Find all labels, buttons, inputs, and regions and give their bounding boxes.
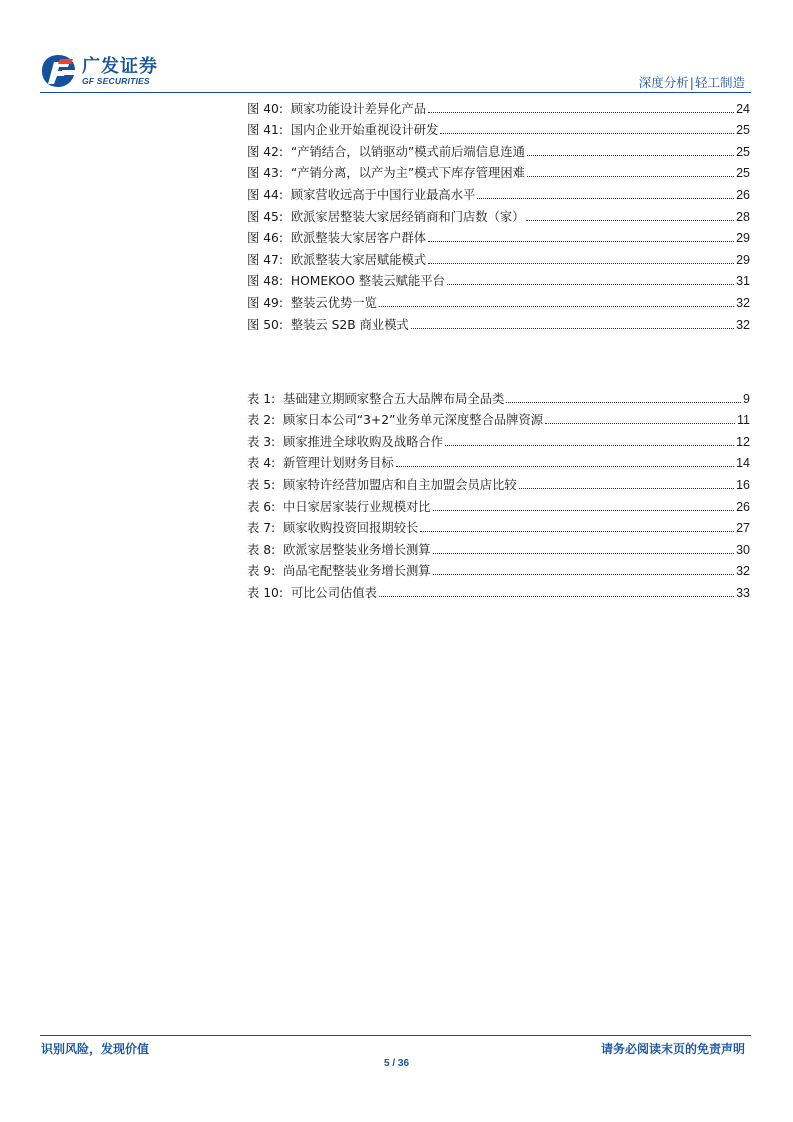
table-entry-label: 表 9: <box>247 564 276 579</box>
figure-entry-label: 图 47: <box>247 252 283 267</box>
table-entry-title: 顾家特许经营加盟店和自主加盟会员店比较 <box>283 477 517 492</box>
spacer <box>275 392 283 406</box>
spacer <box>275 456 283 470</box>
dot-leader <box>433 574 735 575</box>
header-separator: | <box>689 75 694 90</box>
figure-entry-text <box>247 122 438 138</box>
table-entry[interactable] <box>247 515 750 537</box>
dot-leader <box>428 241 734 242</box>
spacer <box>283 586 291 600</box>
figure-entry-label: 图 50: <box>247 317 283 332</box>
figure-entry-title: 欧派整装大家居客户群体 <box>290 231 427 246</box>
table-entry-title: 顾家推进全球收购及战略合作 <box>283 434 443 449</box>
table-entry-label: 表 10: <box>247 585 283 600</box>
table-entry-title: 尚品宅配整装业务增长测算 <box>283 564 431 579</box>
dot-leader <box>428 263 734 264</box>
table-entry-text <box>247 391 504 407</box>
dot-leader <box>519 488 734 489</box>
table-entry[interactable] <box>247 536 750 558</box>
dot-leader <box>527 155 734 156</box>
figure-entry-text <box>247 252 426 268</box>
figure-entry-page: 25 <box>736 144 750 159</box>
figure-entry[interactable] <box>247 160 750 182</box>
spacer <box>283 274 291 288</box>
table-list <box>247 385 750 601</box>
table-entry-title: 新管理计划财务目标 <box>283 456 394 471</box>
figure-entry-title: 顾家功能设计差异化产品 <box>290 101 427 116</box>
dot-leader <box>447 284 734 285</box>
company-logo <box>40 51 180 91</box>
table-entry[interactable] <box>247 579 750 601</box>
spacer <box>275 521 283 535</box>
table-entry-text <box>247 563 431 579</box>
figure-entry[interactable] <box>247 311 750 333</box>
spacer <box>283 231 291 245</box>
spacer <box>275 543 283 557</box>
figure-entry-label: 图 45: <box>247 209 283 224</box>
figure-entry-text <box>247 101 426 117</box>
figure-entry-page: 26 <box>736 187 750 202</box>
figure-entry[interactable] <box>247 289 750 311</box>
figure-entry[interactable] <box>247 225 750 247</box>
table-entry-page: 9 <box>743 391 750 406</box>
table-entry[interactable] <box>247 558 750 580</box>
dot-leader <box>428 112 734 113</box>
figure-entry-title: 顾家营收远高于中国行业最高水平 <box>290 187 476 202</box>
figure-entry[interactable] <box>247 268 750 290</box>
table-entry-page: 33 <box>736 585 750 600</box>
table-entry-label: 表 8: <box>247 542 276 557</box>
spacer <box>283 253 291 267</box>
figure-entry[interactable] <box>247 117 750 139</box>
table-entry-title: 基础建立期顾家整合五大品牌布局全品类 <box>283 391 505 406</box>
dot-leader <box>477 198 734 199</box>
footer-slogan: 识别风险，发现价值 <box>41 1042 150 1056</box>
figure-list <box>247 95 750 333</box>
figure-entry-label: 图 46: <box>247 231 283 246</box>
figure-entry-page: 32 <box>736 317 750 332</box>
figure-entry-title: 整装云 S2B 商业模式 <box>290 317 409 332</box>
spacer <box>283 166 291 180</box>
figure-entry-page: 28 <box>736 209 750 224</box>
figure-entry-page: 32 <box>736 295 750 310</box>
table-entry-page: 12 <box>736 434 750 449</box>
dot-leader <box>440 133 734 134</box>
table-entry-label: 表 6: <box>247 499 276 514</box>
figure-entry[interactable] <box>247 138 750 160</box>
figure-entry-text <box>247 317 409 333</box>
table-entry-label: 表 4: <box>247 456 276 471</box>
figure-entry-page: 25 <box>736 166 750 181</box>
table-entry-text <box>247 455 394 471</box>
dot-leader <box>379 596 734 597</box>
figure-entry-title: HOMEKOO 整装云赋能平台 <box>290 274 445 289</box>
figure-entry-text <box>247 209 524 225</box>
figure-entry-title: “产销结合，以销驱动”模式前后端信息连通 <box>290 144 525 159</box>
industry-label: 轻工制造 <box>694 75 745 90</box>
table-entry-title: 顾家日本公司“3+2”业务单元深度整合品牌资源 <box>283 413 544 428</box>
table-entry-title: 顾家收购投资回报期较长 <box>283 521 419 536</box>
table-entry[interactable] <box>247 407 750 429</box>
table-entry-page: 14 <box>736 456 750 471</box>
figure-entry-title: 欧派整装大家居赋能模式 <box>290 252 427 267</box>
figure-entry-title: 欧派家居整装大家居经销商和门店数（家） <box>290 209 525 224</box>
figure-entry-page: 25 <box>736 123 750 138</box>
table-entry-text <box>247 434 443 450</box>
table-entry[interactable] <box>247 471 750 493</box>
spacer <box>275 500 283 514</box>
gf-logo-icon <box>40 53 77 89</box>
figure-entry-label: 图 40: <box>247 101 283 116</box>
figure-entry[interactable] <box>247 203 750 225</box>
dot-leader <box>433 553 735 554</box>
table-entry-text <box>247 412 543 428</box>
dot-leader <box>445 445 734 446</box>
table-entry[interactable] <box>247 428 750 450</box>
dot-leader <box>411 328 734 329</box>
spacer <box>275 435 283 449</box>
figure-entry-text <box>247 187 475 203</box>
header-category <box>639 73 745 91</box>
table-entry-page: 26 <box>736 499 750 514</box>
table-entry-page: 32 <box>736 564 750 579</box>
spacer <box>275 413 283 427</box>
figure-entry-page: 24 <box>736 101 750 116</box>
figure-entry-text <box>247 165 525 181</box>
figure-entry[interactable] <box>247 246 750 268</box>
report-type: 深度分析 <box>638 75 689 90</box>
figure-entry-label: 图 42: <box>247 144 283 159</box>
spacer <box>283 210 291 224</box>
figure-entry-page: 29 <box>736 231 750 246</box>
spacer <box>283 296 291 310</box>
table-entry-label: 表 3: <box>247 434 276 449</box>
table-entry-title: 可比公司估值表 <box>290 585 377 600</box>
spacer <box>283 102 291 116</box>
header-divider <box>40 92 751 93</box>
table-entry-label: 表 1: <box>247 391 276 406</box>
spacer <box>283 123 291 137</box>
dot-leader <box>526 220 734 221</box>
page-number: 5 / 36 <box>383 1058 410 1069</box>
table-entry[interactable] <box>247 493 750 515</box>
logo-english-text: GF SECURITIES <box>82 76 150 86</box>
table-entry-text <box>247 499 431 515</box>
figure-entry-label: 图 49: <box>247 295 283 310</box>
footer-divider <box>40 1035 751 1036</box>
dot-leader <box>545 423 735 424</box>
spacer <box>275 564 283 578</box>
table-entry-label: 表 7: <box>247 521 276 536</box>
figure-entry-label: 图 41: <box>247 123 283 138</box>
figure-entry-text <box>247 144 525 160</box>
table-entry-text <box>247 542 431 558</box>
figure-entry[interactable] <box>247 95 750 117</box>
table-entry-label: 表 5: <box>247 477 276 492</box>
spacer <box>283 188 291 202</box>
figure-entry-title: 整装云优势一览 <box>290 295 377 310</box>
table-entry-page: 16 <box>736 477 750 492</box>
dot-leader <box>379 306 734 307</box>
table-entry[interactable] <box>247 385 750 407</box>
figure-entry-text <box>247 295 377 311</box>
figure-entry-label: 图 43: <box>247 166 283 181</box>
footer-disclaimer-note: 请务必阅读末页的免责声明 <box>600 1042 745 1056</box>
spacer <box>283 145 291 159</box>
dot-leader <box>506 402 741 403</box>
table-entry-label: 表 2: <box>247 413 276 428</box>
spacer <box>283 318 291 332</box>
figure-entry-label: 图 44: <box>247 187 283 202</box>
dot-leader <box>527 176 734 177</box>
figure-entry-label: 图 48: <box>247 274 283 289</box>
figure-entry[interactable] <box>247 181 750 203</box>
spacer <box>275 478 283 492</box>
table-entry-text <box>247 477 517 493</box>
table-entry[interactable] <box>247 450 750 472</box>
dot-leader <box>420 531 734 532</box>
figure-entry-text <box>247 273 445 289</box>
dot-leader <box>396 466 734 467</box>
table-entry-page: 27 <box>736 521 750 536</box>
table-entry-text <box>247 520 418 536</box>
figure-entry-page: 29 <box>736 252 750 267</box>
figure-entry-page: 31 <box>736 274 750 289</box>
table-entry-text <box>247 585 377 601</box>
dot-leader <box>433 510 735 511</box>
figure-entry-text <box>247 230 426 246</box>
table-entry-title: 欧派家居整装业务增长测算 <box>283 542 431 557</box>
table-entry-title: 中日家居家装行业规模对比 <box>283 499 431 514</box>
logo-chinese-text: 广发证券 <box>82 56 158 77</box>
table-entry-page: 30 <box>736 542 750 557</box>
table-entry-page: 11 <box>737 413 750 428</box>
figure-entry-title: 国内企业开始重视设计研发 <box>290 123 439 138</box>
figure-entry-title: “产销分离，以产为主”模式下库存管理困难 <box>290 166 525 181</box>
